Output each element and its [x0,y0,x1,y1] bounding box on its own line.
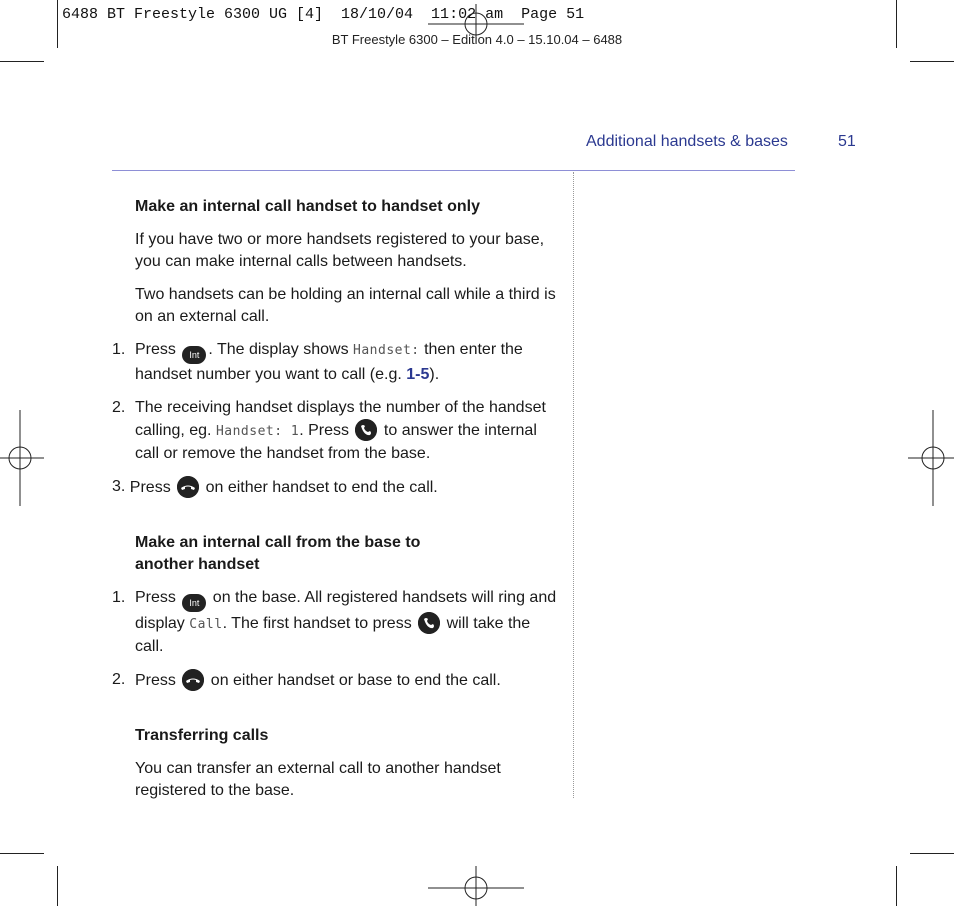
crop-mark [896,866,897,906]
crop-mark [57,866,58,906]
step-text: Press on either handset or base to end the call. [135,669,501,692]
crop-mark [910,853,954,854]
step-number: 1. [112,341,126,358]
steps-list [112,339,558,499]
list-item [112,669,558,692]
step-text: Press on either handset to end the call. [130,476,438,499]
paragraph: If you have two or more handsets registered to your base, you can make internal calls between handsets. [135,231,545,270]
crop-mark [0,61,44,62]
print-slug: 6488 BT Freestyle 6300 UG [4] 18/10/04 11:02 am Page 51 [62,6,585,23]
column-rule [573,172,574,798]
header-rule [112,170,795,171]
steps-list [112,587,558,692]
step-number: 2. [112,671,126,688]
crop-mark [57,0,58,48]
crop-mark [0,853,44,854]
list-item [112,339,558,386]
section-heading: Make an internal call from the base to another handset [135,534,421,573]
paragraph: Two handsets can be holding an internal call while a third is on an external call. [135,286,556,325]
step-number: 3. [112,478,130,495]
end-call-key-icon [182,669,204,691]
list-item [112,397,558,465]
crop-mark [910,61,954,62]
end-call-key-icon [177,476,199,498]
lcd-text: Handset: [353,343,420,358]
running-title: Additional handsets & bases [586,133,788,150]
section-heading: Make an internal call handset to handset only [135,198,480,215]
lcd-text: Call [189,617,223,632]
int-key-icon: Int [182,594,206,612]
page-number: 51 [838,133,856,150]
edition-line: BT Freestyle 6300 – Edition 4.0 – 15.10.04 – 6488 [331,32,623,47]
section-heading: Transferring calls [135,727,269,744]
lcd-text: Handset: 1 [215,424,300,439]
step-text: Press Int . The display shows Handset: then enter the handset number you want to call (e.g. 1-5). [135,341,523,383]
step-number: 2. [112,399,126,416]
step-text: Press Int on the base. All registered handsets will ring and display Call. The first handset to press will take the call. [135,589,557,655]
list-item [112,587,558,658]
int-key-icon: Int [182,346,206,364]
step-text: The receiving handset displays the number of the handset calling, eg. Handset: 1. Press to answer the internal call or remove the handset from the base. [135,399,546,462]
talk-key-icon [418,612,440,634]
main-content [112,196,558,813]
paragraph: You can transfer an external call to another handset registered to the base. [135,760,501,799]
list-item [112,476,558,499]
talk-key-icon [355,419,377,441]
crop-mark [896,0,897,48]
step-number: 1. [112,589,126,606]
